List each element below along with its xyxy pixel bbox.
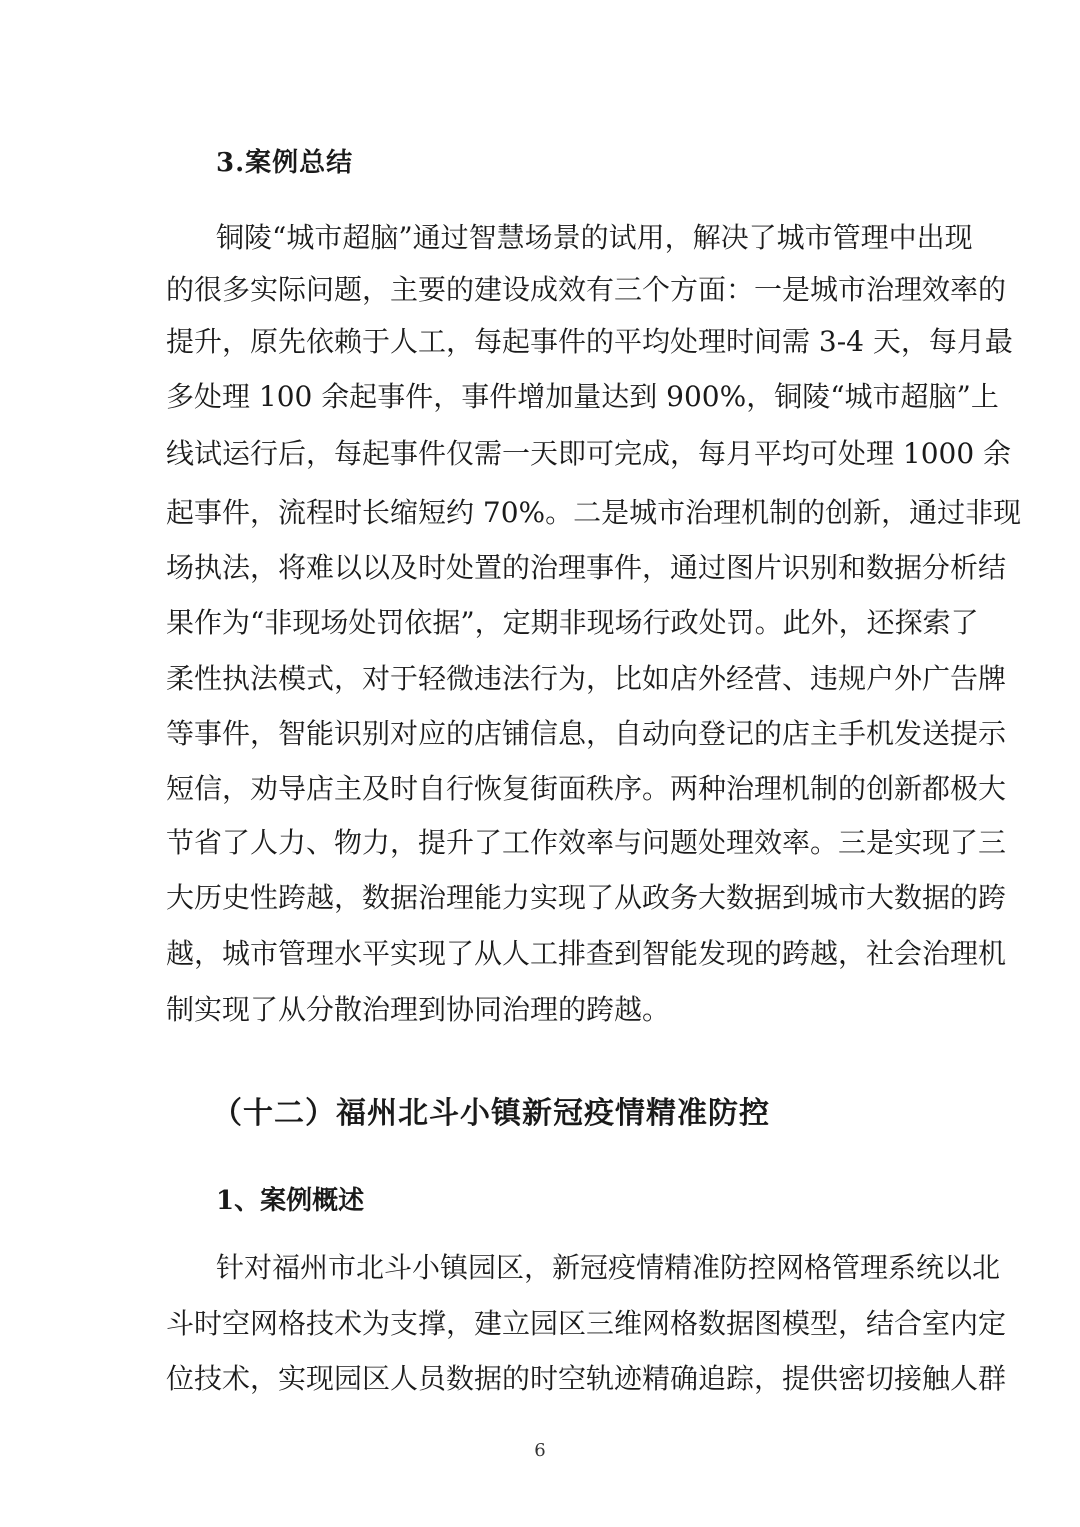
- paragraph-line: 铜陵“城市超脑”通过智慧场景的试用，解决了城市管理中出现: [216, 221, 973, 254]
- paragraph-line: 的很多实际问题，主要的建设成效有三个方面：一是城市治理效率的: [166, 273, 1007, 306]
- paragraph-line: 柔性执法模式，对于轻微违法行为，比如店外经营、违规户外广告牌: [166, 662, 1007, 695]
- paragraph-line: 制实现了从分散治理到协同治理的跨越。: [166, 993, 671, 1026]
- paragraph-line: 起事件，流程时长缩短约 70%。二是城市治理机制的创新，通过非现: [166, 496, 1022, 529]
- paragraph-line: 大历史性跨越，数据治理能力实现了从政务大数据到城市大数据的跨: [166, 881, 1007, 914]
- paragraph-line: 斗时空网格技术为支撑，建立园区三维网格数据图模型，结合室内定: [166, 1307, 1007, 1340]
- paragraph-line: 短信，劝导店主及时自行恢复街面秩序。两种治理机制的创新都极大: [166, 772, 1007, 805]
- section-heading-fuzhou-case: （十二）福州北斗小镇新冠疫情精准防控: [212, 1096, 770, 1131]
- paragraph-line: 越，城市管理水平实现了从人工排查到智能发现的跨越，社会治理机: [166, 937, 1007, 970]
- paragraph-line: 等事件，智能识别对应的店铺信息，自动向登记的店主手机发送提示: [166, 717, 1007, 750]
- paragraph-line: 果作为“非现场处罚依据”，定期非现场行政处罚。此外，还探索了: [166, 606, 979, 639]
- paragraph-line: 线试运行后，每起事件仅需一天即可完成，每月平均可处理 1000 余: [166, 437, 1012, 470]
- paragraph-line: 提升，原先依赖于人工，每起事件的平均处理时间需 3-4 天，每月最: [166, 325, 1013, 358]
- subsection-heading-case-overview: 1、案例概述: [216, 1186, 365, 1216]
- paragraph-line: 针对福州市北斗小镇园区，新冠疫情精准防控网格管理系统以北: [216, 1251, 1001, 1284]
- section-heading-case-summary: 3.案例总结: [216, 148, 354, 178]
- paragraph-line: 节省了人力、物力，提升了工作效率与问题处理效率。三是实现了三: [166, 826, 1007, 859]
- paragraph-line: 位技术，实现园区人员数据的时空轨迹精确追踪，提供密切接触人群: [166, 1362, 1007, 1395]
- paragraph-line: 多处理 100 余起事件，事件增加量达到 900%，铜陵“城市超脑”上: [166, 380, 999, 413]
- page-number: 6: [534, 1440, 546, 1461]
- paragraph-line: 场执法，将难以以及时处置的治理事件，通过图片识别和数据分析结: [166, 551, 1007, 584]
